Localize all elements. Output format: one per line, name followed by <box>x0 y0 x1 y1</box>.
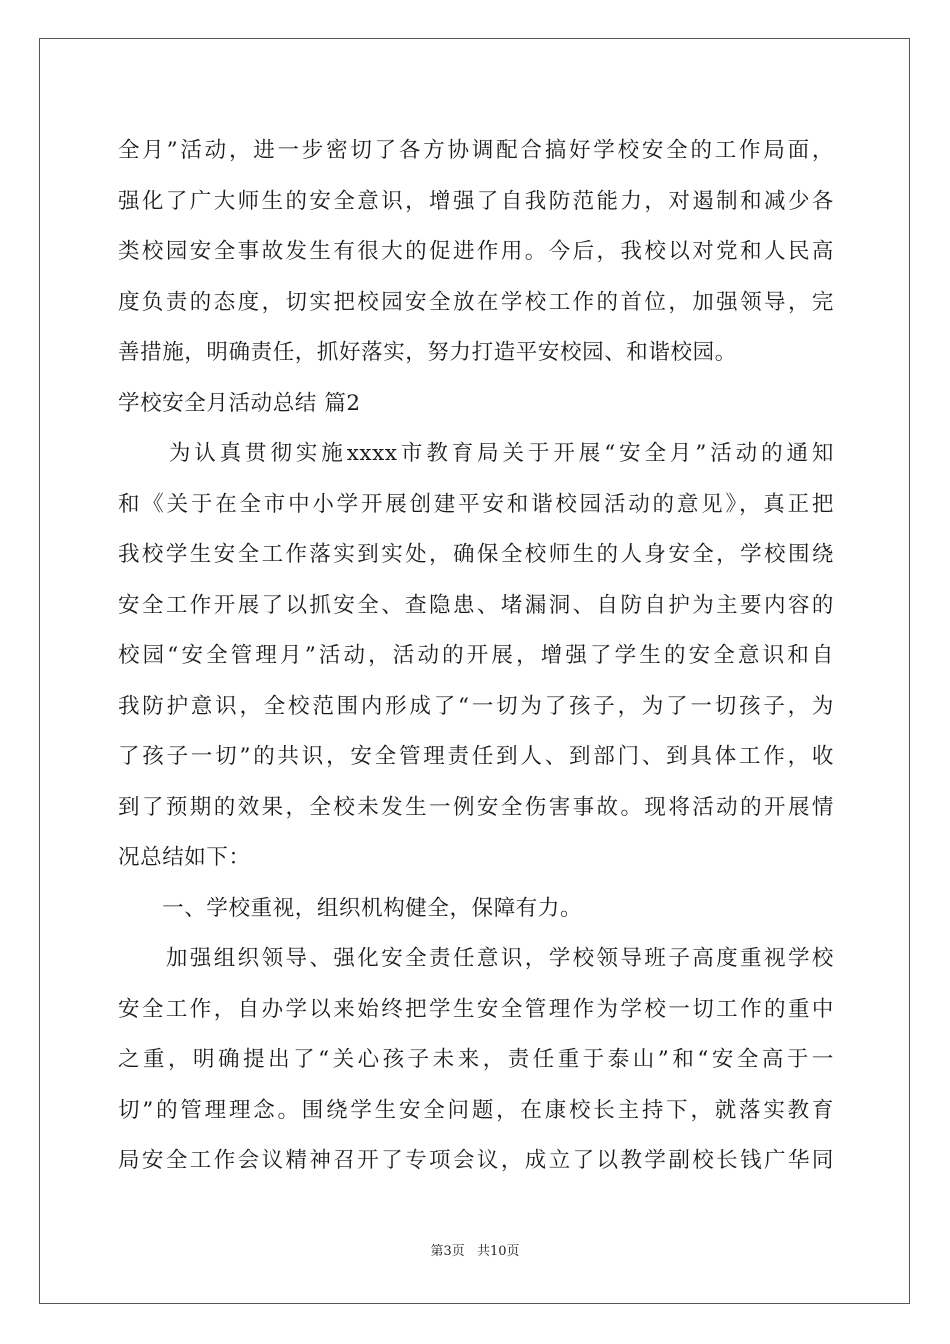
paragraph-line: 类校园安全事故发生有很大的促进作用。今后，我校以对党和人民高 <box>118 239 834 264</box>
paragraph-line: 强化了广大师生的安全意识，增强了自我防范能力，对遏制和减少各 <box>118 188 834 214</box>
paragraph-line: 安全工作开展了以抓安全、查隐患、堵漏洞、自防自护为主要内容的 <box>118 592 834 618</box>
paragraph-line: 我校学生安全工作落实到实处，确保全校师生的人身安全，学校围绕 <box>118 542 834 567</box>
paragraph-line: 一、学校重视，组织机构健全，保障有力。 <box>118 895 583 921</box>
paragraph-line: 为认真贯彻实施xxxx市教育局关于开展“安全月”活动的通知 <box>118 441 834 466</box>
page-number-total: 共10页 <box>476 1244 520 1259</box>
paragraph-line: 局安全工作会议精神召开了专项会议，成立了以教学副校长钱广华同 <box>118 1148 834 1173</box>
page-number-current: 第3页 <box>430 1244 465 1259</box>
page-footer <box>0 1240 950 1259</box>
paragraph-line: 安全工作，自办学以来始终把学生安全管理作为学校一切工作的重中 <box>118 996 834 1022</box>
paragraph-line: 之重，明确提出了“关心孩子未来，责任重于泰山”和“安全高于一 <box>118 1047 834 1072</box>
paragraph-line: 切”的管理理念。围绕学生安全问题，在康校长主持下，就落实教育 <box>118 1097 834 1123</box>
paragraph-line: 我防护意识，全校范围内形成了“一切为了孩子，为了一切孩子，为 <box>118 693 834 719</box>
paragraph-line: 加强组织领导、强化安全责任意识，学校领导班子高度重视学校 <box>118 946 834 971</box>
paragraph-line: 了孩子一切”的共识，安全管理责任到人、到部门、到具体工作，收 <box>118 744 834 769</box>
paragraph-line: 度负责的态度，切实把校园安全放在学校工作的首位，加强领导，完 <box>118 289 834 315</box>
paragraph-line: 善措施，明确责任，抓好落实，努力打造平安校园、和谐校园。 <box>118 340 737 365</box>
paragraph-line: 况总结如下： <box>118 845 251 870</box>
section-heading: 学校安全月活动总结 篇2 <box>118 390 361 416</box>
paragraph-line: 校园“安全管理月”活动，活动的开展，增强了学生的安全意识和自 <box>118 643 834 668</box>
paragraph-line: 全月”活动，进一步密切了各方协调配合搞好学校安全的工作局面， <box>118 138 834 163</box>
paragraph-line: 和《关于在全市中小学开展创建平安和谐校园活动的意见》，真正把 <box>118 491 834 517</box>
paragraph-line: 到了预期的效果，全校未发生一例安全伤害事故。现将活动的开展情 <box>118 794 834 820</box>
